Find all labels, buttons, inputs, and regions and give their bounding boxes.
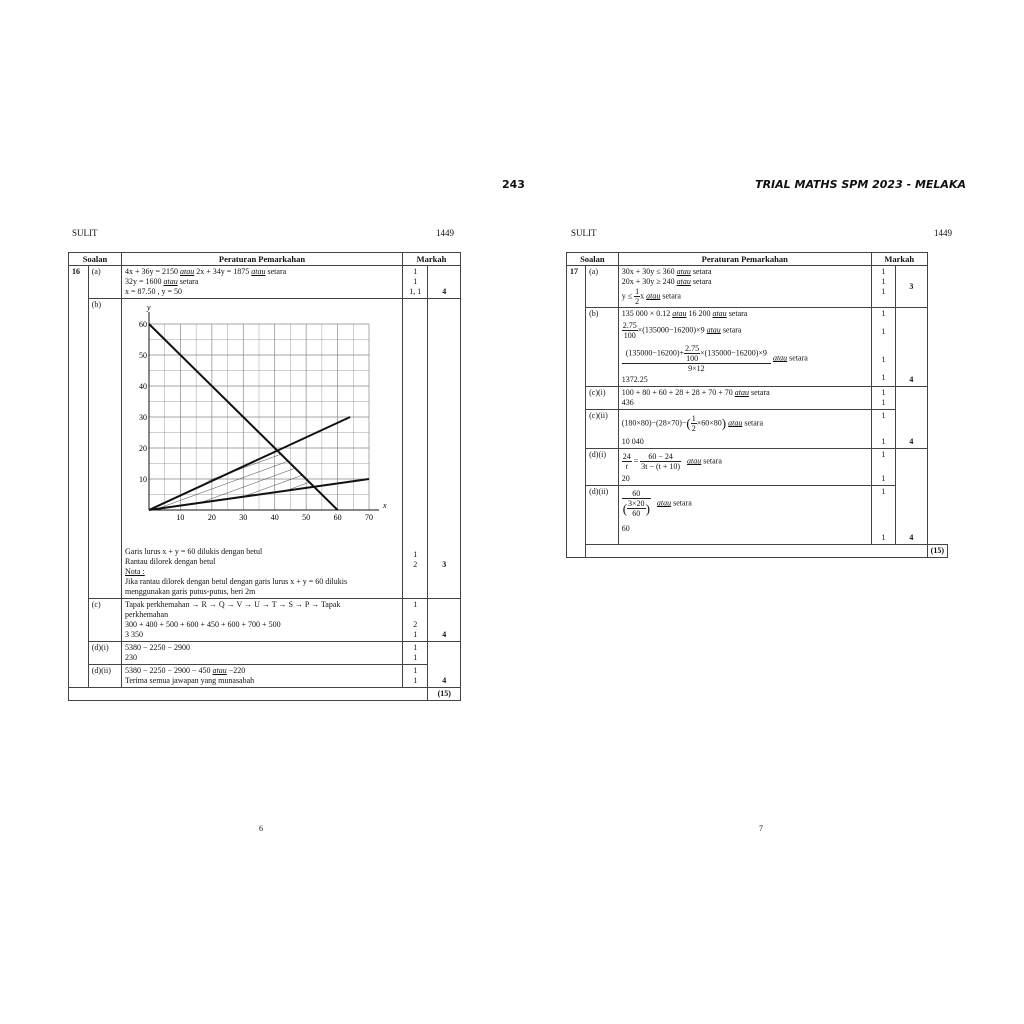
left-paper-code: 1449 xyxy=(436,228,454,238)
col-markah: Markah xyxy=(871,253,927,266)
atau-text: atau xyxy=(772,353,788,363)
row-17a xyxy=(567,266,948,308)
mark: 1 xyxy=(881,355,886,364)
denominator: 9×12 xyxy=(688,364,705,373)
x-axis-label: x xyxy=(382,501,387,510)
grand-total: (15) xyxy=(428,688,461,701)
answer-text: 5380 − 2250 − 2900 xyxy=(124,643,191,652)
answer-text: 16 200 xyxy=(686,309,713,318)
mark: 1 xyxy=(413,643,418,652)
mark: 1 xyxy=(413,550,418,559)
mark: 1 xyxy=(881,277,886,286)
page-number: 243 xyxy=(502,178,525,191)
x-tick-label: 40 xyxy=(270,513,279,522)
part-total: 4 xyxy=(896,449,928,545)
answer-text: 436 xyxy=(621,398,634,407)
answer-text: 4x + 36y = 2150 xyxy=(124,267,181,276)
part-total: 3 xyxy=(896,266,928,308)
mark: 1 xyxy=(881,398,886,407)
mark: 1 xyxy=(881,411,886,420)
mark: 2 xyxy=(413,620,418,629)
atau-text: atau xyxy=(163,277,178,286)
answer-text: 1372.25 xyxy=(621,375,648,384)
atau-text: atau xyxy=(687,456,702,466)
answer-text: setara xyxy=(701,456,722,466)
part-label: (d)(i) xyxy=(88,642,121,665)
answer-text: 100 + 80 + 60 + 28 + 28 + 70 + 70 xyxy=(621,388,735,397)
col-peraturan: Peraturan Pemarkahan xyxy=(618,253,871,266)
answer-text: setara xyxy=(177,277,199,286)
left-sulit-label: SULIT xyxy=(72,228,98,238)
question-number: 16 xyxy=(69,266,89,688)
mark: 1 xyxy=(881,388,886,397)
denominator: 60 xyxy=(632,509,641,518)
x-tick-label: 30 xyxy=(239,513,248,522)
x-tick-label: 10 xyxy=(176,513,185,522)
part-label: (c)(i) xyxy=(586,387,619,410)
fraction: 60 ( $\frac{3\times 20}{60}$ ) xyxy=(622,489,650,518)
col-soalan: Soalan xyxy=(69,253,122,266)
fraction xyxy=(640,452,681,471)
y-tick-label: 50 xyxy=(138,351,147,360)
numerator: 24 xyxy=(622,452,631,461)
y-tick-label: 60 xyxy=(138,320,147,329)
atau-text: atau xyxy=(251,267,266,276)
answer-text: 10 040 xyxy=(621,437,644,446)
mark: 1 xyxy=(413,277,418,286)
fraction xyxy=(622,452,632,471)
denominator: t xyxy=(625,462,628,471)
mark: 1 xyxy=(413,630,418,639)
part-total: 4 xyxy=(896,308,928,387)
col-markah: Markah xyxy=(402,253,460,266)
atau-text: atau xyxy=(676,267,691,276)
atau-text: atau xyxy=(734,388,750,397)
mark: 1 xyxy=(881,327,886,336)
answer-text: 30x + 30y ≤ 360 xyxy=(621,267,677,276)
mark: 1 xyxy=(881,487,886,496)
y-tick-label: 20 xyxy=(138,444,147,453)
answer-text: setara xyxy=(671,498,692,508)
row-17ci xyxy=(567,387,948,410)
right-marking-table xyxy=(566,252,948,558)
row-16c xyxy=(69,599,461,642)
numerator: 3×20 xyxy=(628,499,645,508)
answer-text: setara xyxy=(749,388,770,397)
x-tick-label: 50 xyxy=(302,513,311,522)
part-total: 4 xyxy=(428,642,461,688)
y-tick-label: 40 xyxy=(138,382,147,391)
part-label: (c)(ii) xyxy=(586,410,619,449)
answer-text: 32y = 1600 xyxy=(124,277,164,286)
answer-text: Garis lurus x + y = 60 dilukis dengan betul xyxy=(124,547,263,556)
answer-text: y ≤ xyxy=(621,291,635,301)
part-label: (a) xyxy=(586,266,619,308)
part-total: 3 xyxy=(442,560,447,569)
row-17dii xyxy=(567,486,948,545)
row-17di: (d)(i) $\frac{24}{t}$ = $\frac{60 - 24}{3t - (t + 10)}$ atau setara 20 1 1 4 xyxy=(567,449,948,486)
grand-total: (15) xyxy=(927,545,947,558)
answer-text: −220 xyxy=(226,666,246,675)
col-peraturan: Peraturan Pemarkahan xyxy=(121,253,402,266)
fraction xyxy=(622,344,771,373)
mark: 1 xyxy=(881,474,886,483)
atau-text: atau xyxy=(212,666,227,675)
row-16a xyxy=(69,266,461,299)
answer-text: setara xyxy=(690,277,712,286)
row-16b xyxy=(69,299,461,599)
atau-text: atau xyxy=(676,277,691,286)
answer-text: setara xyxy=(742,418,764,428)
mark: 1 xyxy=(881,533,886,542)
mark: 1 xyxy=(413,666,418,675)
denominator: 2 xyxy=(635,297,640,306)
answer-text: 5380 − 2250 − 2900 − 450 xyxy=(124,666,213,675)
mark: 1 xyxy=(881,450,886,459)
right-sulit-label: SULIT xyxy=(571,228,597,238)
answer-text: Tapak perkhemahan → R → Q → V → U → T → S → P → Tapak xyxy=(124,600,341,609)
answer-text: x = 87.50 , y = 50 xyxy=(124,287,183,296)
part-total: 4 xyxy=(896,387,928,449)
col-soalan: Soalan xyxy=(567,253,619,266)
atau-text: atau xyxy=(706,325,721,335)
answer-text: setara xyxy=(690,267,712,276)
row-16di xyxy=(69,642,461,665)
denominator: 3t − (t + 10) xyxy=(641,462,681,471)
atau-text: atau xyxy=(712,309,727,318)
numerator: 1 xyxy=(691,414,696,423)
part-label: (c) xyxy=(88,599,121,642)
numerator: (135000−16200)+ xyxy=(625,348,685,358)
answer-text: 135 000 × 0.12 xyxy=(621,309,673,318)
answer-text: 300 + 400 + 500 + 600 + 450 + 600 + 700 + 500 xyxy=(124,620,281,629)
mark: 1 xyxy=(413,600,418,609)
mark: 1 xyxy=(881,437,886,446)
atau-text: atau xyxy=(672,309,687,318)
linear-programming-graph xyxy=(125,300,399,544)
answer-text: Jika rantau dilorek dengan betul dengan garis lurus x + y = 60 dilukis xyxy=(124,577,348,586)
denominator: 100 xyxy=(686,354,699,363)
part-total: 4 xyxy=(428,266,461,299)
denominator: 100 xyxy=(623,331,636,340)
part-label: (d)(ii) xyxy=(88,665,121,688)
mark: 1 xyxy=(881,373,886,382)
row-17cii: (c)(ii) (180×80)−(28×70)−( $\frac{1}{2}$ ×60×80) atau setara 10 040 1 1 xyxy=(567,410,948,449)
left-page-number: 6 xyxy=(259,824,263,833)
answer-text: 2x + 34y = 1875 xyxy=(194,267,252,276)
answer-text: 20 xyxy=(621,474,630,483)
numerator: 60 − 24 xyxy=(640,452,681,462)
answer-text: setara xyxy=(660,291,681,301)
answer-text: setara xyxy=(726,309,748,318)
answer-text: menggunakan garis putus-putus, beri 2m xyxy=(124,587,256,596)
left-marking-table xyxy=(68,252,461,701)
numerator: 2.75 xyxy=(685,344,700,353)
fraction xyxy=(627,499,646,518)
atau-text: atau xyxy=(728,418,743,428)
denominator: 2 xyxy=(691,424,696,433)
part-label: (d)(ii) xyxy=(586,486,619,545)
mark: 1 xyxy=(881,267,886,276)
answer-text: Rantau dilorek dengan betul xyxy=(124,557,216,566)
row-16dii xyxy=(69,665,461,688)
document-title: TRIAL MATHS SPM 2023 - MELAKA xyxy=(755,178,966,191)
x-tick-label: 20 xyxy=(207,513,216,522)
x-tick-label: 70 xyxy=(364,513,373,522)
y-tick-label: 10 xyxy=(138,475,147,484)
atau-text: atau xyxy=(180,267,195,276)
numerator: 1 xyxy=(635,287,640,296)
y-tick-label: 30 xyxy=(138,413,147,422)
part-total: 4 xyxy=(428,599,461,642)
right-paper-code: 1449 xyxy=(934,228,952,238)
answer-text: ×60×80 xyxy=(696,418,722,428)
part-label: (d)(i) xyxy=(586,449,619,486)
numerator: 2.75 xyxy=(622,321,637,330)
numerator: ×(135000−16200)×9 xyxy=(700,348,767,358)
answer-text: setara xyxy=(720,325,742,335)
numerator: 60 xyxy=(622,489,651,499)
answer-text: (180×80)−(28×70)− xyxy=(621,418,687,428)
atau-text: atau xyxy=(656,498,672,508)
part-label: (b) xyxy=(586,308,619,387)
row-17b xyxy=(567,308,948,387)
right-page-number: 7 xyxy=(759,824,763,833)
answer-text: 20x + 30y ≥ 240 xyxy=(621,277,677,286)
mark: 2 xyxy=(413,560,418,569)
answer-text: perkhemahan xyxy=(124,610,169,619)
answer-text: setara xyxy=(787,353,808,363)
part-label: (a) xyxy=(88,266,121,299)
mark: 1 xyxy=(413,676,418,685)
mark: 1 xyxy=(881,309,886,318)
part-label: (b) xyxy=(88,299,121,599)
nota-label: Nota : xyxy=(124,567,145,576)
fraction xyxy=(684,344,700,363)
y-axis-label: y xyxy=(146,303,151,312)
answer-text: setara xyxy=(265,267,287,276)
atau-text: atau xyxy=(646,291,661,301)
mark: 1, 1 xyxy=(409,287,422,296)
answer-text: 60 xyxy=(621,524,630,533)
mark: 1 xyxy=(881,287,886,296)
mark: 1 xyxy=(413,653,418,662)
answer-text: x xyxy=(640,291,647,301)
mark: 1 xyxy=(413,267,418,276)
question-number: 17 xyxy=(567,266,586,558)
answer-text: ×(135000−16200)×9 xyxy=(637,325,707,335)
answer-text: 230 xyxy=(124,653,137,662)
x-tick-label: 60 xyxy=(333,513,342,522)
answer-text: Terima semua jawapan yang munasabah xyxy=(124,676,255,685)
fraction xyxy=(622,321,638,340)
answer-text: 3 350 xyxy=(124,630,143,639)
